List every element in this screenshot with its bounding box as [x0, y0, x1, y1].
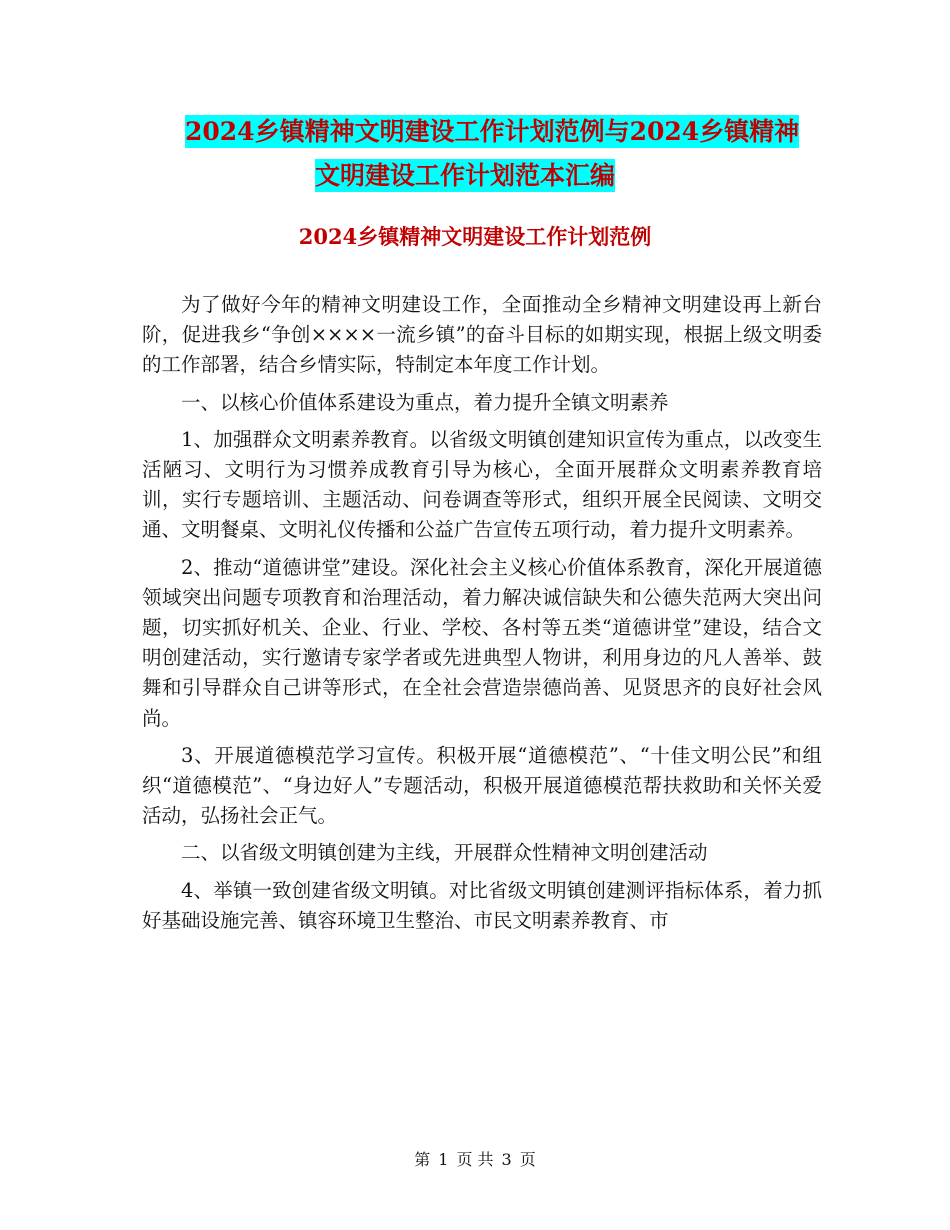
paragraph-intro: 为了做好今年的精神文明建设工作，全面推动全乡精神文明建设再上新台阶，促进我乡“争创××××一流乡镇”的奋斗目标的如期实现，根据上级文明委的工作部署，结合乡情实际，特制定本年度工作计划。	[142, 293, 822, 377]
footer-middle: 页 共	[456, 1150, 494, 1169]
paragraph-item-1: 1、加强群众文明素养教育。以省级文明镇创建知识宣传为重点，以改变生活陋习、文明行为习惯养成教育引导为核心，全面开展群众文明素养教育培训，实行专题培训、主题活动、问卷调查等形式，组织开展全民阅读、文明交通、文明餐桌、文明礼仪传播和公益广告宣传五项行动，着力提升文明素养。	[142, 427, 822, 542]
paragraph-item-4: 4、举镇一致创建省级文明镇。对比省级文明镇创建测评指标体系，着力抓好基础设施完善、镇容环境卫生整治、市民文明素养教育、市	[142, 878, 822, 932]
main-title	[185, 110, 825, 198]
body-text	[142, 290, 822, 943]
paragraph-heading-1: 一、以核心价值体系建设为重点，着力提升全镇文明素养	[181, 390, 669, 414]
footer-prefix: 第	[414, 1150, 431, 1169]
paragraph-item-3: 3、开展道德模范学习宣传。积极开展“道德模范”、“十佳文明公民”和组织“道德模范”、“身边好人”专题活动，积极开展道德模范帮扶救助和关怀关爱活动，弘扬社会正气。	[142, 743, 822, 828]
paragraph-heading-2: 二、以省级文明镇创建为主线，开展群众性精神文明创建活动	[181, 841, 708, 865]
section-title: 2024乡镇精神文明建设工作计划范例	[298, 224, 652, 249]
main-title-line-2: 文明建设工作计划范本汇编	[315, 161, 616, 190]
paragraph-item-2: 2、推动“道德讲堂”建设。深化社会主义核心价值体系教育，深化开展道德领域突出问题专项教育和治理活动，着力解决诚信缺失和公德失范两大突出问题，切实抓好机关、企业、行业、学校、各村等五类“道德讲堂”建设，结合文明创建活动，实行邀请专家学者或先进典型人物讲，利用身边的凡人善举、鼓舞和引导群众自己讲等形式，在全社会营造崇德尚善、见贤思齐的良好社会风尚。	[142, 555, 822, 730]
page-footer	[0, 1150, 950, 1170]
footer-total-pages: 3	[501, 1150, 512, 1169]
footer-suffix: 页	[519, 1150, 536, 1169]
main-title-line-1: 2024乡镇精神文明建设工作计划范例与2024乡镇精神	[185, 117, 800, 146]
footer-page-number: 1	[438, 1150, 449, 1169]
